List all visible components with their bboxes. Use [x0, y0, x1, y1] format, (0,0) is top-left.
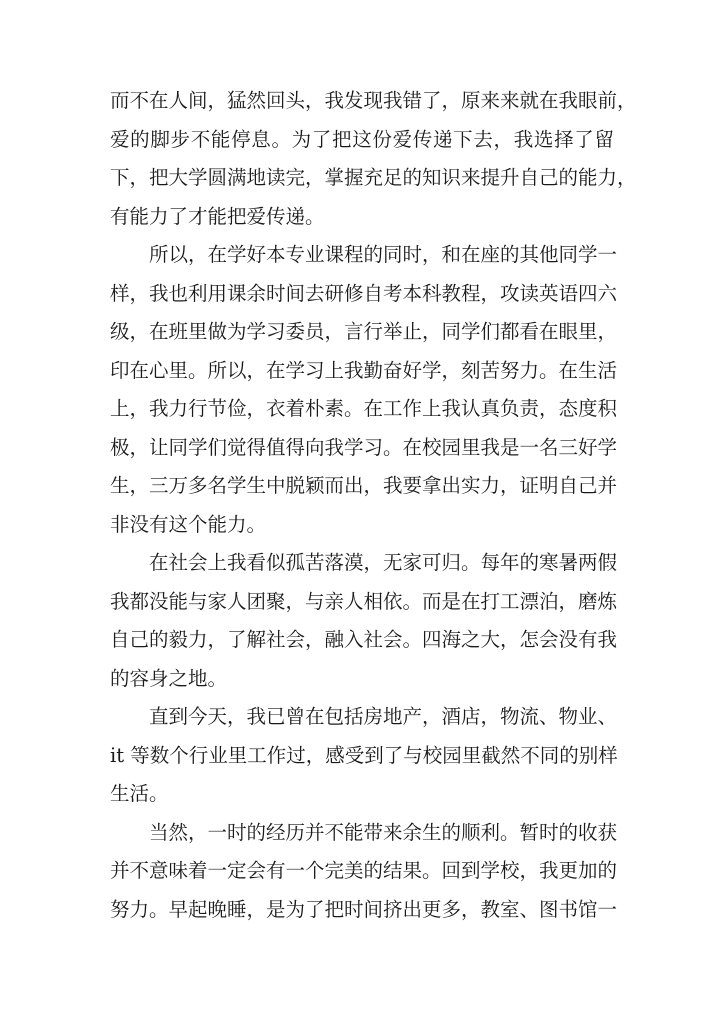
text-line: 有能力了才能把爱传递。 — [110, 204, 325, 228]
document-page — [110, 82, 637, 929]
text-line: 生活。 — [110, 782, 169, 805]
text-line: 下，把大学圆满地读完，掌握充足的知识来提升自己的能力， — [110, 166, 637, 189]
text-line: 印在心里。所以，在学习上我勤奋好学，刻苦努力。在生活 — [110, 358, 618, 382]
text-line: 非没有这个能力。 — [110, 512, 267, 536]
text-line: 直到今天，我已曾在包括房地产，酒店，物流、物业、 — [149, 705, 618, 728]
text-line: 的容身之地。 — [110, 666, 228, 690]
text-line: 生，三万多名学生中脱颖而出，我要拿出实力，证明自己并 — [110, 474, 618, 497]
text-line: 样，我也利用课余时间去研修自考本科教程，攻读英语四六 — [110, 281, 618, 305]
text-line: 爱的脚步不能停息。为了把这份爱传递下去，我选择了留 — [110, 127, 614, 151]
text-line: 自己的毅力，了解社会，融入社会。四海之大，怎会没有我 — [110, 628, 618, 651]
text-line: it 等数个行业里工作过，感受到了与校园里截然不同的别样 — [110, 743, 618, 767]
text-line: 并不意味着一定会有一个完美的结果。回到学校，我更加的 — [110, 859, 618, 882]
text-line: 所以，在学好本专业课程的同时，和在座的其他同学一 — [149, 243, 618, 266]
text-line: 极，让同学们觉得值得向我学习。在校园里我是一名三好学 — [110, 435, 618, 459]
text-line: 努力。早起晚睡，是为了把时间挤出更多，教室、图书馆一 — [110, 897, 618, 921]
text-line: 级，在班里做为学习委员，言行举止，同学们都看在眼里， — [110, 320, 618, 343]
text-line: 在社会上我看似孤苦落漠，无家可归。每年的寒暑两假 — [149, 551, 618, 574]
text-line: 当然，一时的经历并不能带来余生的顺利。暂时的收获 — [149, 820, 618, 844]
text-line: 我都没能与家人团聚，与亲人相依。而是在打工漂泊，磨炼 — [110, 589, 618, 613]
text-line: 上，我力行节俭，衣着朴素。在工作上我认真负责，态度积 — [110, 397, 618, 420]
text-line: 而不在人间，猛然回头，我发现我错了，原来来就在我眼前， — [110, 89, 637, 112]
